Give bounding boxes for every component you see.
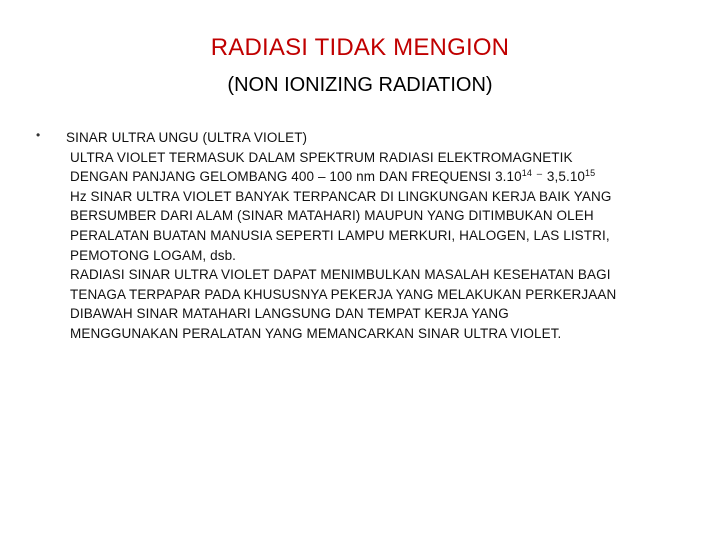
- text-segment: ⁻ 3,5.10: [531, 169, 586, 185]
- paragraph2-line: DIBAWAH SINAR MATAHARI LANGSUNG DAN TEMPAT KERJA YANG: [70, 306, 509, 322]
- exponent: 14: [521, 168, 532, 179]
- paragraph1-line: ULTRA VIOLET TERMASUK DALAM SPEKTRUM RADIASI ELEKTROMAGNETIK: [70, 149, 573, 165]
- paragraph2-line: RADIASI SINAR ULTRA VIOLET DAPAT MENIMBULKAN MASALAH KESEHATAN BAGI: [70, 267, 611, 283]
- paragraph1-line: Hz SINAR ULTRA VIOLET BANYAK TERPANCAR DI LINGKUNGAN KERJA BAIK YANG: [70, 188, 612, 204]
- paragraph1-line: PERALATAN BUATAN MANUSIA SEPERTI LAMPU MERKURI, HALOGEN, LAS LISTRI,: [70, 227, 610, 243]
- slide-body: [66, 128, 686, 344]
- paragraph1-line: BERSUMBER DARI ALAM (SINAR MATAHARI) MAUPUN YANG DITIMBUKAN OLEH: [70, 208, 594, 224]
- slide-subtitle: (NON IONIZING RADIATION): [227, 74, 493, 96]
- paragraph2-line: MENGGUNAKAN PERALATAN YANG MEMANCARKAN SINAR ULTRA VIOLET.: [70, 325, 562, 341]
- bullet-heading: SINAR ULTRA UNGU (ULTRA VIOLET): [66, 130, 308, 145]
- text-segment: DENGAN PANJANG GELOMBANG 400 – 100 nm DAN FREQUENSI 3.10: [70, 169, 522, 185]
- bullet-marker: •: [36, 128, 41, 142]
- paragraph2-line: TENAGA TERPAPAR PADA KHUSUSNYA PEKERJA YANG MELAKUKAN PERKERJAAN: [70, 286, 617, 302]
- slide-title: RADIASI TIDAK MENGION: [210, 34, 510, 61]
- exponent: 15: [585, 168, 596, 179]
- paragraph1-line-frequency: [66, 167, 686, 187]
- paragraph1-line: PEMOTONG LOGAM, dsb.: [70, 247, 237, 263]
